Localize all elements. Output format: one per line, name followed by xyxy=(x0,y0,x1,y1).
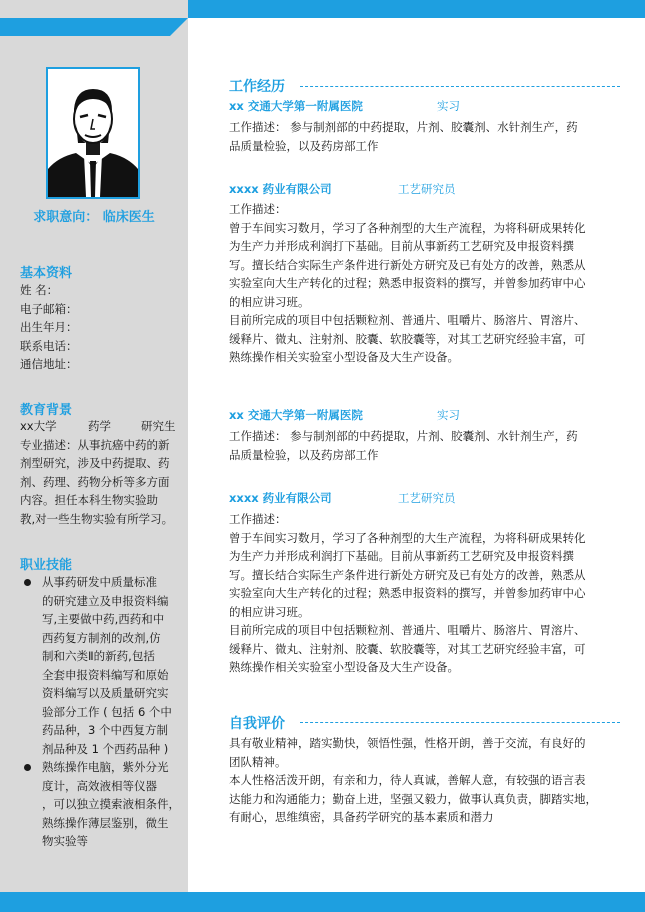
work-entry-1-desc xyxy=(229,118,601,155)
desc-line: 缓释片、微丸、注射剂、胶囊、软胶囊等，对其工艺研究经验丰富，可 xyxy=(229,641,586,656)
work-divider xyxy=(300,86,620,87)
education-major: 药学 xyxy=(88,419,111,433)
education-desc-line: 剂型研究，涉及中药提取、药 xyxy=(20,456,170,470)
basic-info-list xyxy=(20,281,182,374)
desc-line: 品质量检验，以及药房部工作 xyxy=(229,447,379,462)
desc-line: 缓释片、微丸、注射剂、胶囊、软胶囊等，对其工艺研究经验丰富，可 xyxy=(229,331,586,346)
work-heading: 工作经历 xyxy=(229,79,285,95)
education-heading: 教育背景 xyxy=(20,403,73,418)
skill-line: 剂品种及 1 个西药品种 ) xyxy=(42,741,169,756)
desc-line: 工作描述： xyxy=(229,202,287,216)
job-role: 工艺研究员 xyxy=(398,491,456,505)
work-entry-4-desc xyxy=(229,510,601,677)
education-summary xyxy=(20,417,182,436)
education-desc-line: 剂、药理、药物分析等多方面 xyxy=(20,474,170,489)
desc-line: 熟练操作相关实验室小型设备及大生产设备。 xyxy=(229,350,459,364)
education-block xyxy=(20,417,182,528)
eval-line: 达能力和沟通能力；勤奋上进，坚强又毅力，做事认真负责，脚踏实地， xyxy=(229,791,597,806)
field-address: 通信地址： xyxy=(20,357,78,371)
skill-line: 验部分工作 ( 包括 6 个中 xyxy=(42,704,172,719)
skill-line: 制和六类Ⅱ的新药,包括 xyxy=(42,649,155,663)
skill-line: 药品种，3 个中西复方制 xyxy=(42,723,168,737)
skill-line: 物实验等 xyxy=(42,834,88,848)
job-role: 实习 xyxy=(437,408,460,422)
work-entry-3-header xyxy=(229,407,609,423)
skills-list xyxy=(20,573,182,851)
education-desc-line: 教,对一些生物实验有所学习。 xyxy=(20,511,174,526)
company-name: xxxx 药业有限公司 xyxy=(229,182,332,196)
work-entry-2-desc xyxy=(229,200,601,367)
eval-line: 团队精神。 xyxy=(229,754,287,769)
field-name: 姓 名： xyxy=(20,283,59,297)
field-email: 电子邮箱： xyxy=(20,301,78,316)
desc-line: 目前所完成的项目中包括颗粒剂、普通片、咀嚼片、肠溶片、胃溶片、 xyxy=(229,313,586,327)
work-entry-4-header xyxy=(229,490,609,506)
skill-line: 从事药研发中质量标准 xyxy=(42,575,157,589)
desc-line: 的相应讲习班。 xyxy=(229,294,310,309)
work-entry-1-header xyxy=(229,98,609,114)
portrait-image xyxy=(48,69,138,197)
company-name: xxxx 药业有限公司 xyxy=(229,491,332,505)
skill-item xyxy=(20,573,182,758)
company-name: xx 交通大学第一附属医院 xyxy=(229,408,363,422)
desc-line: 为生产力并形成利润打下基础。目前从事新药工艺研究及申报资料撰 xyxy=(229,549,574,563)
job-role: 工艺研究员 xyxy=(398,182,456,196)
desc-line: 实验室向大生产转化的过程；熟悉申报资料的撰写，并曾参加药审中心 xyxy=(229,276,586,290)
desc-line: 写。擅长结合实际生产条件进行新处方研究及已有处方的改善，熟悉从 xyxy=(229,257,586,272)
skill-line: 的研究建立及申报资料编 xyxy=(42,593,169,608)
skill-line: 熟练操作薄层鉴别，微生 xyxy=(42,815,169,830)
self-eval-heading: 自我评价 xyxy=(229,716,285,732)
desc-line: 的相应讲习班。 xyxy=(229,604,310,619)
job-role: 实习 xyxy=(437,99,460,113)
sidebar-accent-cap xyxy=(0,18,188,36)
skill-line: 资料编写以及质量研究实 xyxy=(42,686,169,700)
self-eval-divider xyxy=(300,722,620,723)
bullet-icon xyxy=(24,579,31,586)
eval-line: 具有敬业精神，踏实勤快，领悟性强，性格开朗，善于交流，有良好的 xyxy=(229,736,586,750)
field-birth: 出生年月： xyxy=(20,320,78,334)
skill-line: 西药复方制剂的改剂,仿 xyxy=(42,630,161,645)
desc-line: 品质量检验，以及药房部工作 xyxy=(229,138,379,153)
desc-line: 实验室向大生产转化的过程；熟悉申报资料的撰写，并曾参加药审中心 xyxy=(229,586,586,600)
education-desc-line: 专业描述：从事抗癌中药的新 xyxy=(20,437,170,452)
eval-line: 有耐心，思维缜密，具备药学研究的基本素质和潜力 xyxy=(229,810,494,824)
desc-line: 工作描述： xyxy=(229,512,287,526)
education-school: xx大学 xyxy=(20,419,57,433)
job-intent: 求职意向： 临床医生 xyxy=(33,210,155,225)
skill-line: 度计，高效液相等仪器 xyxy=(42,778,157,793)
skill-item xyxy=(20,758,182,851)
work-entry-2-header xyxy=(229,181,609,197)
desc-line: 曾于车间实习数月，学习了各种剂型的大生产流程，为将科研成果转化 xyxy=(229,530,586,545)
education-desc-line: 内容。担任本科生物实验助 xyxy=(20,493,158,507)
basic-info-heading: 基本资料 xyxy=(20,266,73,281)
skill-line: 熟练操作电脑，紫外分光 xyxy=(42,760,169,774)
skill-line: 全套申报资料编写和原始 xyxy=(42,667,169,682)
work-entry-3-desc xyxy=(229,427,601,464)
desc-line: 工作描述： 参与制剂部的中药提取，片剂、胶囊剂、水针剂生产，药 xyxy=(229,120,578,134)
desc-line: 目前所完成的项目中包括颗粒剂、普通片、咀嚼片、肠溶片、胃溶片、 xyxy=(229,623,586,637)
company-name: xx 交通大学第一附属医院 xyxy=(229,99,363,113)
bottom-accent-bar xyxy=(0,892,645,912)
self-eval-text xyxy=(229,734,601,827)
desc-line: 熟练操作相关实验室小型设备及大生产设备。 xyxy=(229,660,459,674)
eval-line: 本人性格活泼开朗，有亲和力，待人真诚，善解人意，有较强的语言表 xyxy=(229,773,586,787)
skills-heading: 职业技能 xyxy=(20,558,73,573)
education-degree: 研究生 xyxy=(141,419,176,433)
desc-line: 为生产力并形成利润打下基础。目前从事新药工艺研究及申报资料撰 xyxy=(229,239,574,253)
desc-line: 曾于车间实习数月，学习了各种剂型的大生产流程，为将科研成果转化 xyxy=(229,220,586,235)
bullet-icon xyxy=(24,764,31,771)
skill-line: ，可以独立摸索液相条件， xyxy=(42,797,180,811)
field-phone: 联系电话： xyxy=(20,338,78,353)
desc-line: 写。擅长结合实际生产条件进行新处方研究及已有处方的改善，熟悉从 xyxy=(229,567,586,582)
desc-line: 工作描述： 参与制剂部的中药提取，片剂、胶囊剂、水针剂生产，药 xyxy=(229,429,578,443)
profile-photo xyxy=(46,67,140,199)
skill-line: 写,主要做中药,西药和中 xyxy=(42,612,165,626)
